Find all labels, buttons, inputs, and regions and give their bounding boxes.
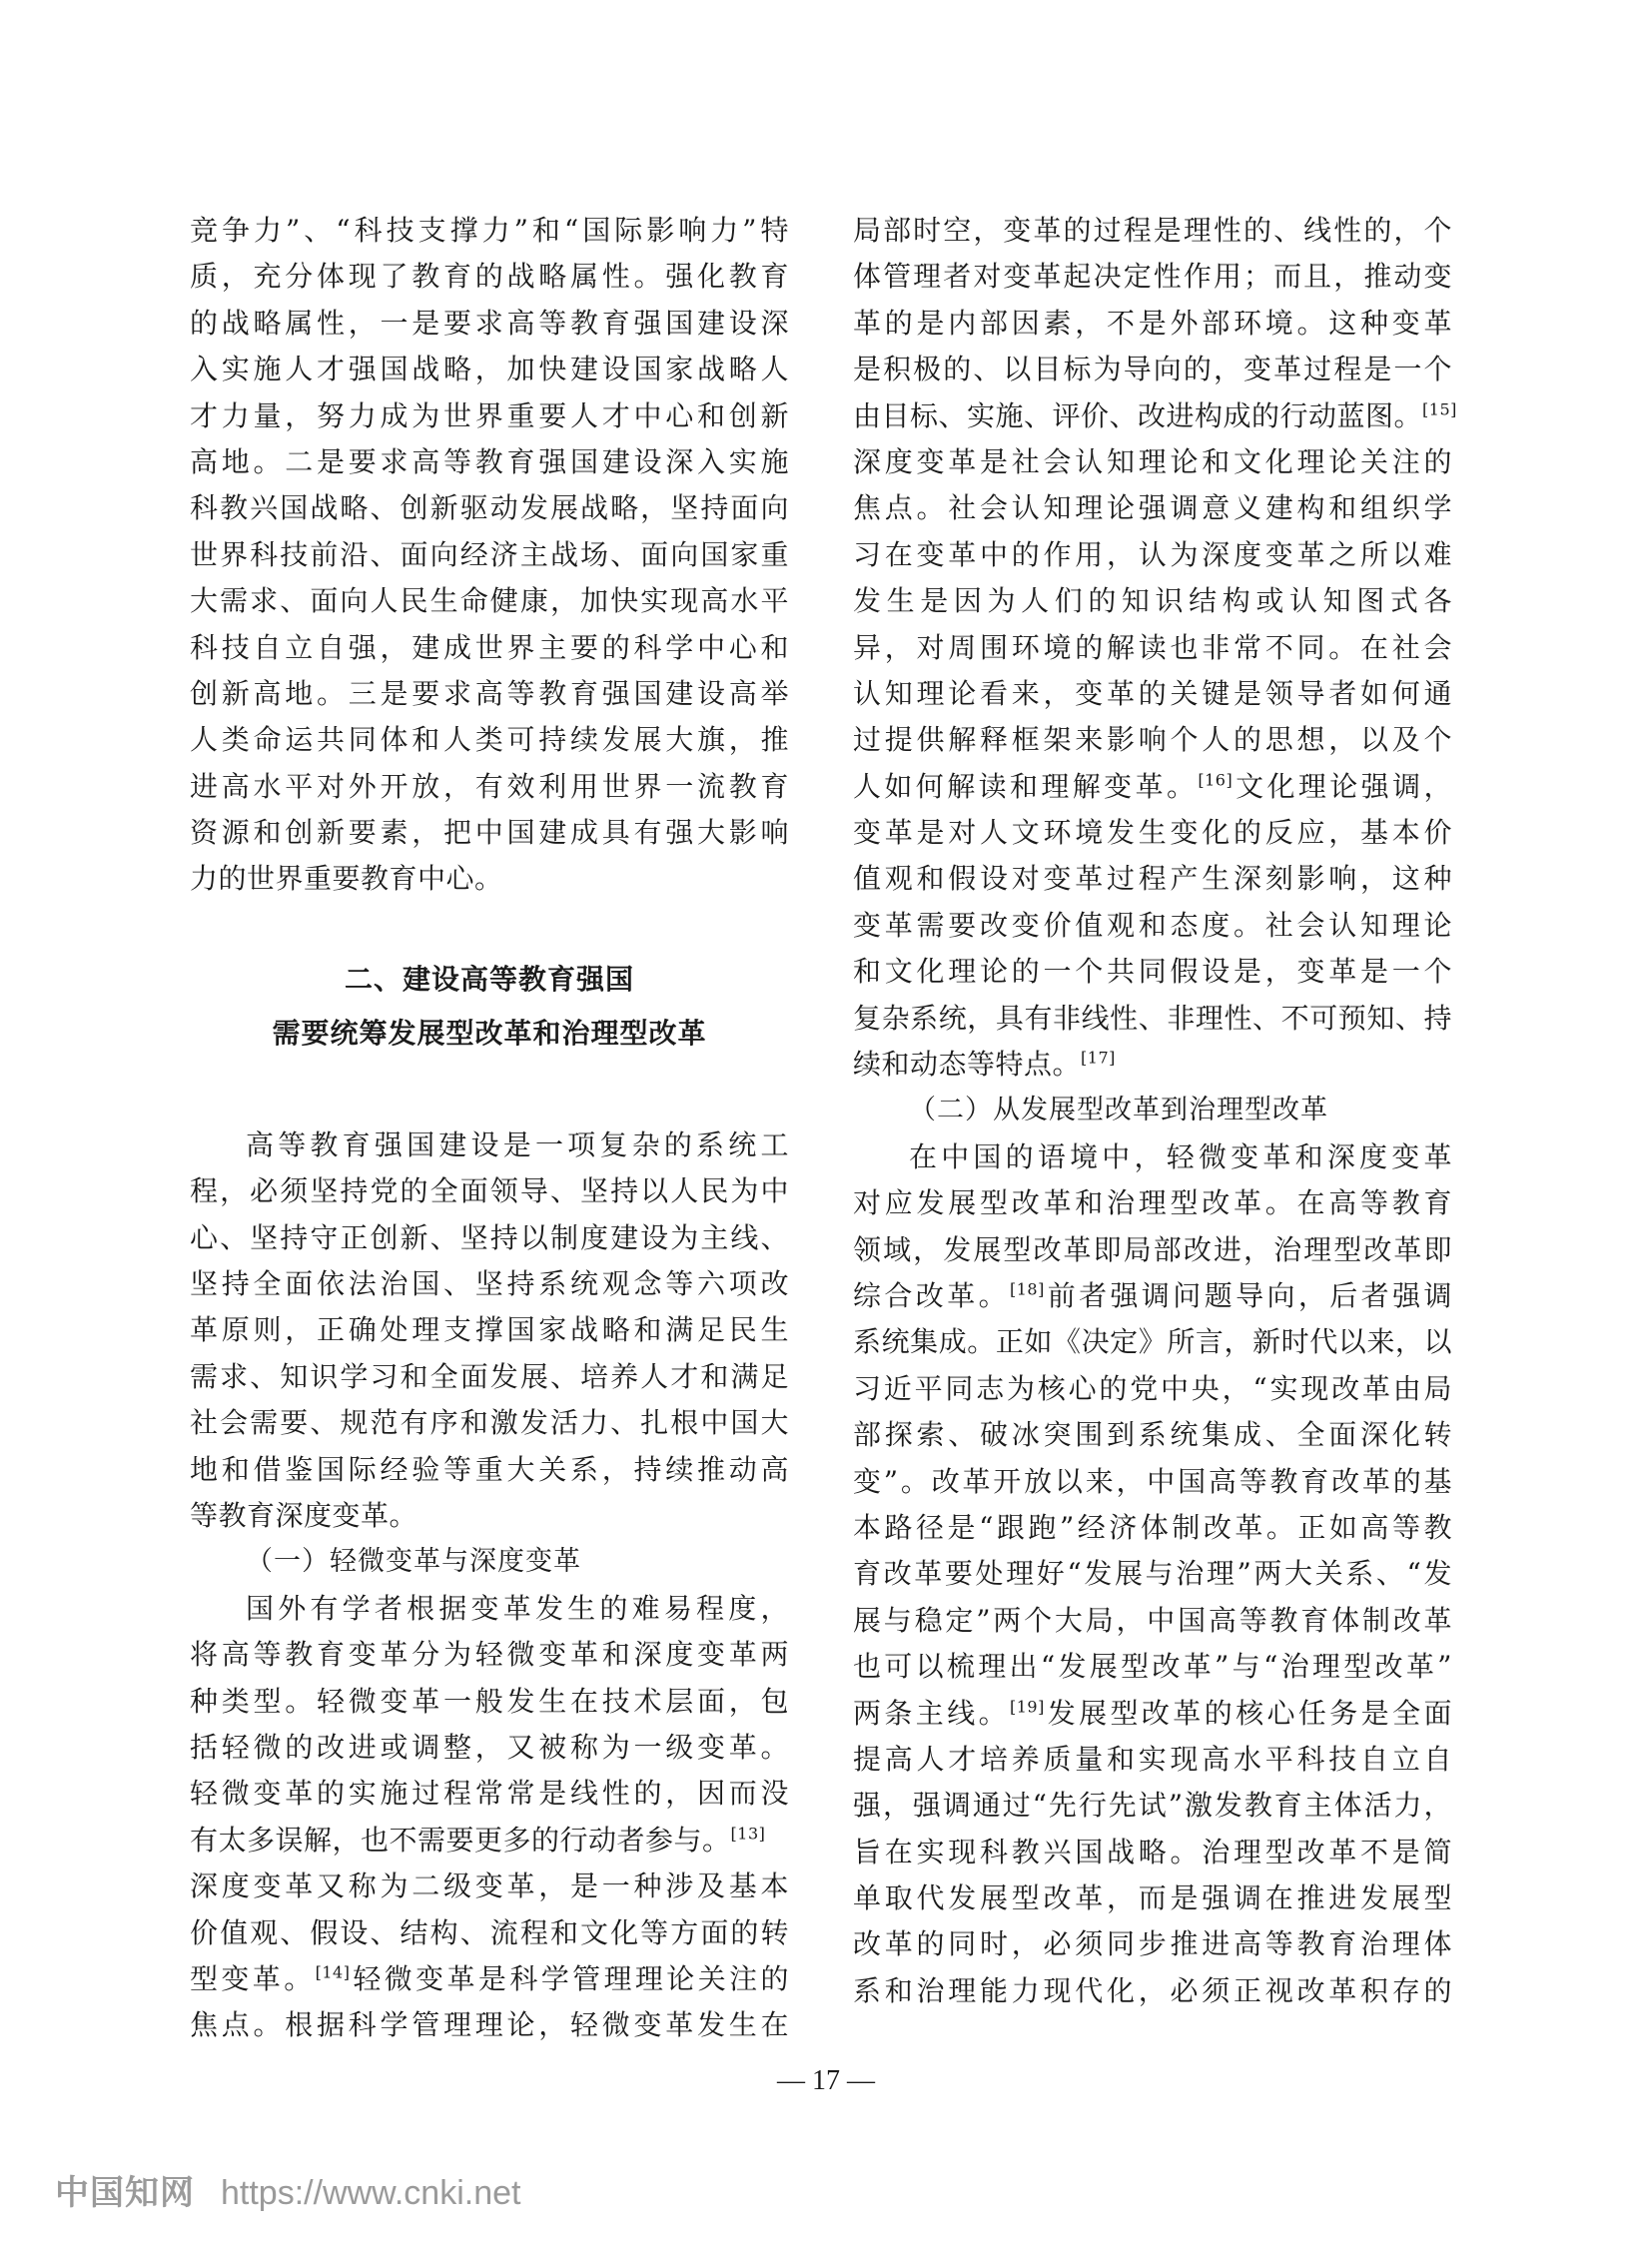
section-heading <box>190 953 789 1061</box>
text-line: 大需求、面向人民生命健康，加快实现高水平 <box>190 584 789 618</box>
text-line: 高地。二是要求高等教育强国建设深入实施 <box>190 444 789 478</box>
text-line: 才力量，努力成为世界重要人才中心和创新 <box>190 398 789 432</box>
citation-ref: [18] <box>1009 1279 1045 1299</box>
text-line: 焦点。根据科学管理理论，轻微变革发生在 <box>190 2008 789 2042</box>
text-line: 心、坚持守正创新、坚持以制度建设为主线、 <box>190 1220 789 1254</box>
text-line: 育改革要处理好“发展与治理”两大关系、“发 <box>853 1557 1452 1591</box>
text-line: 变”。改革开放以来，中国高等教育改革的基 <box>853 1464 1452 1498</box>
line-text: 两条主线。 <box>853 1696 1010 1730</box>
line-text: 综合改革。 <box>853 1278 1010 1312</box>
text-line: 改革的同时，必须同步推进高等教育治理体 <box>853 1927 1452 1961</box>
text-line: 是积极的、以目标为导向的，变革过程是一个 <box>853 353 1452 386</box>
text-line: 程，必须坚持党的全面领导、坚持以人民为中 <box>190 1174 789 1208</box>
text-line: 科技自立自强，建成世界主要的科学中心和 <box>190 630 789 664</box>
text-line: 和文化理论的一个共同假设是，变革是一个 <box>853 955 1452 989</box>
text-line <box>853 764 1452 810</box>
text-line: 局部时空，变革的过程是理性的、线性的，个 <box>853 214 1452 247</box>
text-line: 提高人才培养质量和实现高水平科技自立自 <box>853 1742 1452 1776</box>
citation-ref: [19] <box>1009 1697 1045 1717</box>
text-line: 值观和假设对变革过程产生深刻影响，这种 <box>853 862 1452 896</box>
citation-ref: [14] <box>315 1962 351 1982</box>
text-line: 高等教育强国建设是一项复杂的系统工 <box>246 1127 789 1161</box>
text-line: 科教兴国战略、创新驱动发展战略，坚持面向 <box>190 491 789 525</box>
text-line: 的战略属性，一是要求高等教育强国建设深 <box>190 306 789 340</box>
right-column <box>853 208 1457 2014</box>
text-line <box>853 393 1457 439</box>
watermark-url: https://www.cnki.net <box>221 2174 521 2212</box>
text-line <box>853 1042 1452 1088</box>
text-line: 本路径是“跟跑”经济体制改革。正如高等教 <box>853 1510 1452 1544</box>
line-text: 人如何解读和理解变革。 <box>853 769 1199 803</box>
text-line: 强，强调通过“先行先试”激发教育主体活力， <box>853 1789 1452 1823</box>
text-line: 资源和创新要素，把中国建成具有强大影响 <box>190 816 789 850</box>
text-line: 等教育深度变革。 <box>190 1498 418 1532</box>
watermark-brand: 中国知网 <box>55 2174 195 2212</box>
text-line <box>853 1273 1452 1319</box>
citation-ref: [13] <box>730 1824 766 1844</box>
text-line <box>190 1818 789 1864</box>
text-line: 变革是对人文环境发生变化的反应，基本价 <box>853 816 1452 850</box>
text-line: 旨在实现科教兴国战略。治理型改革不是简 <box>853 1835 1452 1868</box>
text-line: 对应发展型改革和治理型改革。在高等教育 <box>853 1186 1452 1220</box>
section-heading-line: 需要统筹发展型改革和治理型改革 <box>272 1016 707 1050</box>
text-line: 复杂系统，具有非线性、非理性、不可预知、持 <box>853 1001 1452 1035</box>
subsection-heading: （一）轻微变革与深度变革 <box>246 1546 581 1578</box>
text-line: 人类命运共同体和人类可持续发展大旗，推 <box>190 723 789 757</box>
text-line: 力的世界重要教育中心。 <box>190 862 503 896</box>
line-text: 有太多误解，也不需要更多的行动者参与。 <box>190 1823 731 1857</box>
text-line: 系和治理能力现代化，必须正视改革积存的 <box>853 1973 1452 2007</box>
text-line: 价值观、假设、结构、流程和文化等方面的转 <box>190 1915 789 1949</box>
left-column <box>190 208 789 2049</box>
text-line: 入实施人才强国战略，加快建设国家战略人 <box>190 353 789 386</box>
text-line: 革原则，正确处理支撑国家战略和满足民生 <box>190 1313 789 1347</box>
text-line: 发生是因为人们的知识结构或认知图式各 <box>853 584 1452 618</box>
line-text: 轻微变革是科学管理理论关注的 <box>350 1961 789 1995</box>
section-heading-line: 二、建设高等教育强国 <box>344 962 634 996</box>
text-line: 创新高地。三是要求高等教育强国建设高举 <box>190 676 789 710</box>
text-line: 坚持全面依法治国、坚持系统观念等六项改 <box>190 1267 789 1301</box>
text-line: 单取代发展型改革，而是强调在推进发展型 <box>853 1881 1452 1915</box>
text-line: 需求、知识学习和全面发展、培养人才和满足 <box>190 1359 789 1393</box>
text-line: 部探索、破冰突围到系统集成、全面深化转 <box>853 1418 1452 1452</box>
line-text: 发展型改革的核心任务是全面 <box>1044 1696 1452 1730</box>
text-line: 在中国的语境中，轻微变革和深度变革 <box>909 1139 1452 1173</box>
text-line: 习近平同志为核心的党中央，“实现改革由局 <box>853 1371 1452 1405</box>
citation-ref: [16] <box>1198 770 1234 790</box>
subsection-heading: （二）从发展型改革到治理型改革 <box>909 1095 1328 1126</box>
text-line: 世界科技前沿、面向经济主战场、面向国家重 <box>190 537 789 571</box>
text-line: 焦点。社会认知理论强调意义建构和组织学 <box>853 491 1452 525</box>
text-line <box>853 1691 1452 1737</box>
citation-ref: [15] <box>1422 399 1457 419</box>
text-line: 领域，发展型改革即局部改进，治理型改革即 <box>853 1232 1452 1266</box>
text-line <box>190 1956 789 2002</box>
text-line: 深度变革又称为二级变革，是一种涉及基本 <box>190 1869 789 1903</box>
text-line: 种类型。轻微变革一般发生在技术层面，包 <box>190 1684 789 1718</box>
text-line: 括轻微的改进或调整，又被称为一级变革。 <box>190 1730 789 1764</box>
text-line: 也可以梳理出“发展型改革”与“治理型改革” <box>853 1650 1452 1684</box>
text-line: 地和借鉴国际经验等重大关系，持续推动高 <box>190 1452 789 1486</box>
line-text: 型变革。 <box>190 1961 316 1995</box>
text-line: 质，充分体现了教育的战略属性。强化教育 <box>190 260 789 294</box>
text-line: 轻微变革的实施过程常常是线性的，因而没 <box>190 1777 789 1811</box>
text-line: 过提供解释框架来影响个人的思想，以及个 <box>853 723 1452 757</box>
text-line: 习在变革中的作用，认为深度变革之所以难 <box>853 537 1452 571</box>
text-line: 认知理论看来，变革的关键是领导者如何通 <box>853 676 1452 710</box>
cnki-watermark <box>55 2165 520 2214</box>
text-line: 国外有学者根据变革发生的难易程度， <box>246 1591 789 1625</box>
line-text: 续和动态等特点。 <box>853 1048 1082 1082</box>
text-line: 革的是内部因素，不是外部环境。这种变革 <box>853 306 1452 340</box>
text-line: 社会需要、规范有序和激发活力、扎根中国大 <box>190 1406 789 1440</box>
line-text: 前者强调问题导向，后者强调 <box>1044 1278 1452 1312</box>
text-line: 系统集成。正如《决定》所言，新时代以来，以 <box>853 1325 1452 1359</box>
text-line: 展与稳定”两个大局，中国高等教育体制改革 <box>853 1603 1452 1637</box>
text-line: 将高等教育变革分为轻微变革和深度变革两 <box>190 1638 789 1672</box>
page-number: — 17 — <box>777 2065 875 2096</box>
text-line: 异，对周围环境的解读也非常不同。在社会 <box>853 630 1452 664</box>
text-line: 进高水平对外开放，有效利用世界一流教育 <box>190 769 789 803</box>
line-text: 文化理论强调， <box>1233 769 1452 803</box>
text-line: 深度变革是社会认知理论和文化理论关注的 <box>853 444 1452 478</box>
line-text: 由目标、实施、评价、改进构成的行动蓝图。 <box>853 398 1423 432</box>
text-line: 变革需要改变价值观和态度。社会认知理论 <box>853 908 1452 942</box>
text-line: 体管理者对变革起决定性作用；而且，推动变 <box>853 260 1452 294</box>
citation-ref: [17] <box>1081 1048 1116 1068</box>
text-line: 竞争力”、“科技支撑力”和“国际影响力”特 <box>190 214 789 247</box>
